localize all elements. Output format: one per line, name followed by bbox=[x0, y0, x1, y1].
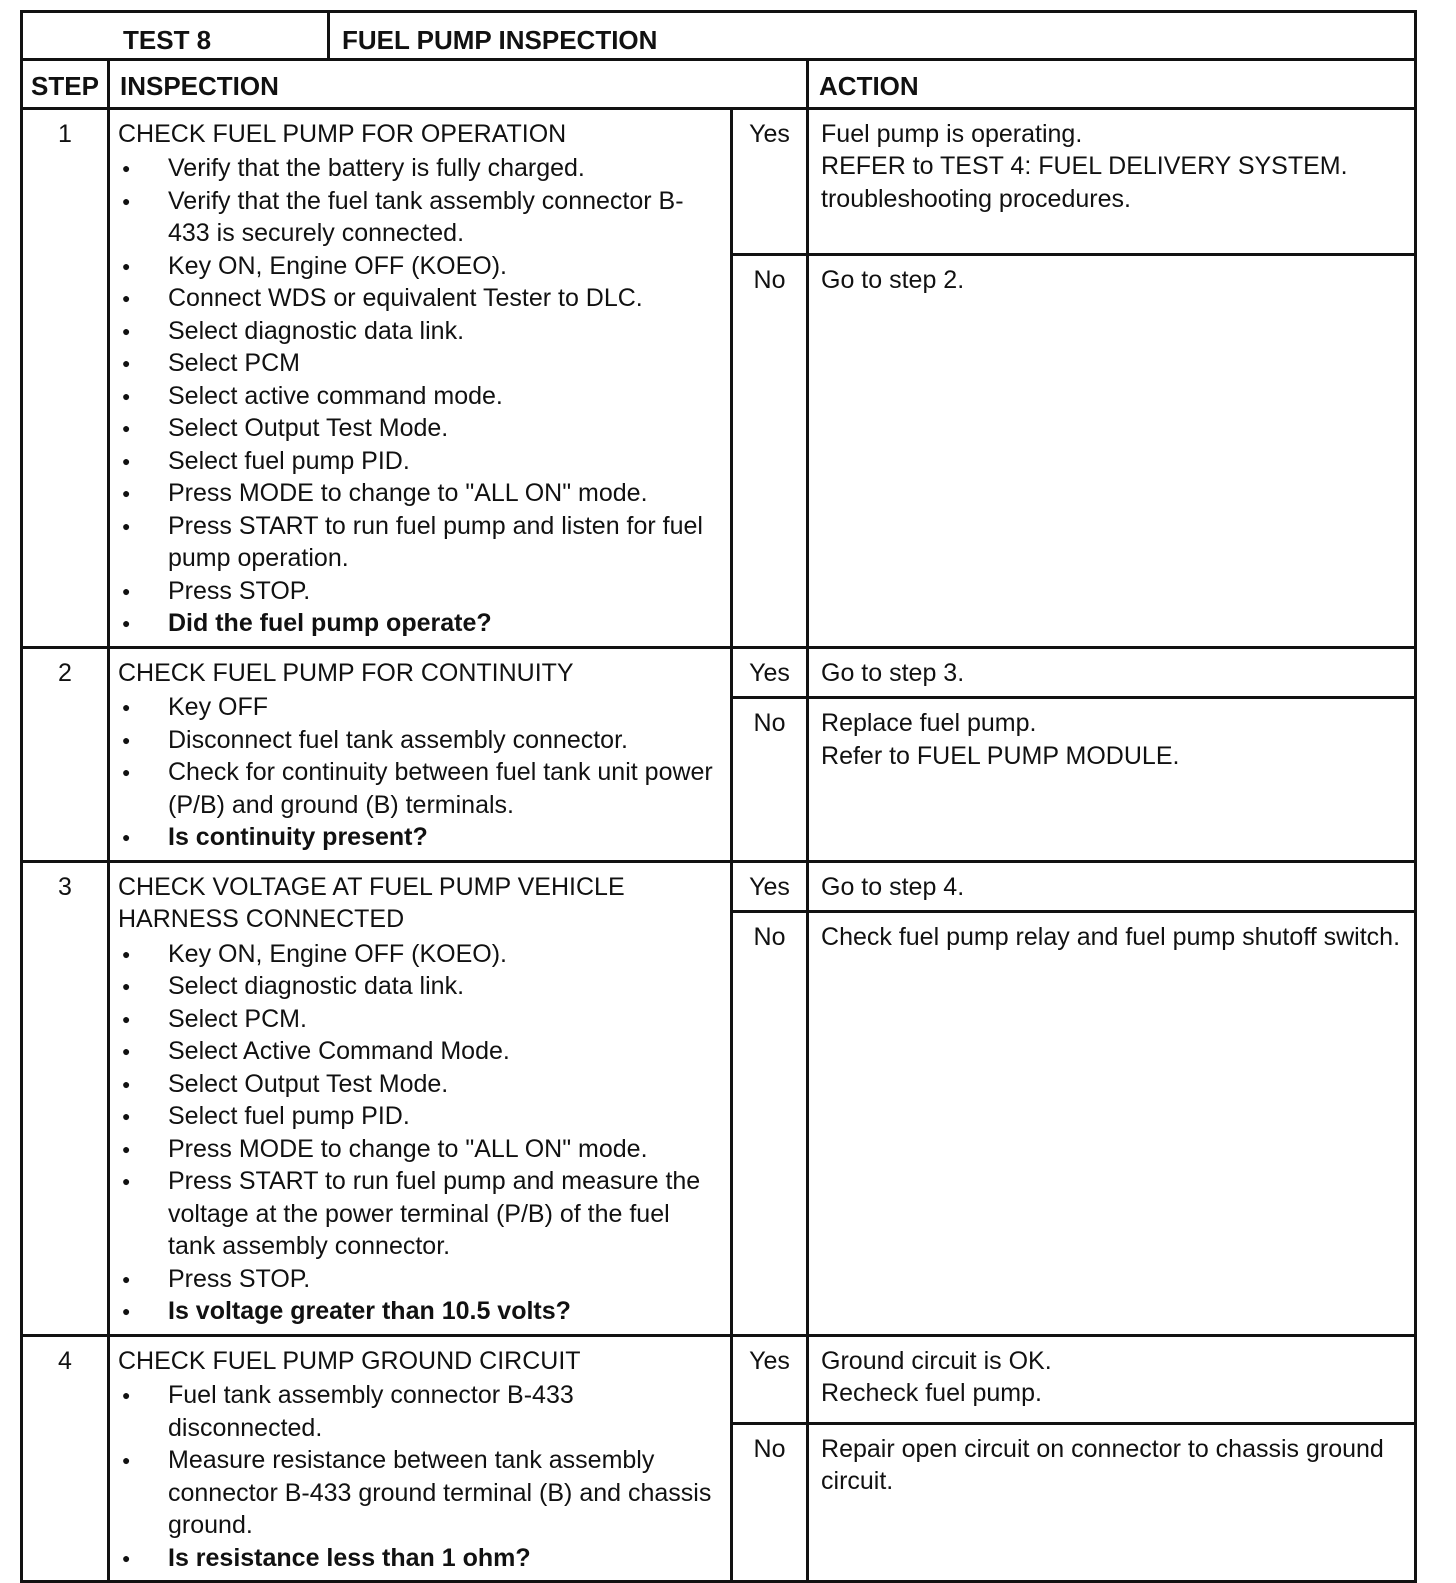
action-line: REFER to TEST 4: FUEL DELIVERY SYSTEM. bbox=[821, 152, 1348, 181]
title-row bbox=[22, 12, 1416, 60]
bullet-icon: ● bbox=[122, 1303, 131, 1320]
inspection-question bbox=[118, 821, 722, 854]
inspection-item bbox=[118, 1444, 722, 1542]
page-title: FUEL PUMP INSPECTION bbox=[329, 12, 1416, 60]
bullet-icon: ● bbox=[122, 1173, 131, 1190]
step-number: 2 bbox=[22, 647, 109, 861]
bullet-icon: ● bbox=[122, 764, 131, 781]
inspection-item bbox=[118, 970, 722, 1003]
inspection-item bbox=[118, 380, 722, 413]
inspection-item-text: Press MODE to change to "ALL ON" mode. bbox=[168, 479, 648, 508]
inspection-item bbox=[118, 510, 722, 575]
inspection-item bbox=[118, 477, 722, 510]
inspection-item bbox=[118, 152, 722, 185]
inspection-item bbox=[118, 724, 722, 757]
bullet-icon: ● bbox=[122, 452, 131, 469]
inspection-item-text: Select PCM. bbox=[168, 1004, 307, 1033]
inspection-item-text: Connect WDS or equivalent Tester to DLC. bbox=[168, 284, 643, 313]
action-line: Replace fuel pump. bbox=[821, 709, 1037, 738]
inspection-item-text: Select Output Test Mode. bbox=[168, 414, 449, 443]
inspection-item-text: Select active command mode. bbox=[168, 381, 503, 410]
inspection-item-text: Select diagnostic data link. bbox=[168, 316, 465, 345]
no-action bbox=[808, 912, 1416, 1336]
step-number: 3 bbox=[22, 861, 109, 1335]
inspection-item bbox=[118, 282, 722, 315]
bullet-icon: ● bbox=[122, 160, 131, 177]
inspection-item-text: Fuel tank assembly connector B-433 disconnected. bbox=[168, 1381, 574, 1442]
inspection-item-text: Verify that the fuel tank assembly connector B-433 is securely connected. bbox=[168, 186, 684, 248]
bullet-icon: ● bbox=[122, 517, 131, 534]
inspection-item-text: Select PCM bbox=[168, 349, 300, 378]
inspection-item-text: Press STOP. bbox=[168, 1264, 311, 1293]
bullet-icon: ● bbox=[122, 945, 131, 962]
yes-action bbox=[808, 1335, 1416, 1423]
inspection-item-text: Select Output Test Mode. bbox=[168, 1069, 449, 1098]
inspection-title: CHECK FUEL PUMP GROUND CIRCUIT bbox=[118, 1346, 581, 1375]
bullet-icon: ● bbox=[122, 699, 131, 716]
yes-action bbox=[808, 647, 1416, 698]
no-action bbox=[808, 254, 1416, 647]
test-number: TEST 8 bbox=[22, 12, 329, 60]
inspection-item bbox=[118, 1379, 722, 1444]
bullet-icon: ● bbox=[122, 1549, 131, 1566]
inspection-item-text: Check for continuity between fuel tank unit power (P/B) and ground (B) terminals. bbox=[168, 758, 713, 819]
no-action bbox=[808, 1423, 1416, 1582]
bullet-icon: ● bbox=[122, 420, 131, 437]
inspection-item-text: Is resistance less than 1 ohm? bbox=[168, 1543, 531, 1572]
inspection-item bbox=[118, 445, 722, 478]
inspection-item-text: Select fuel pump PID. bbox=[168, 1102, 410, 1131]
inspection-item bbox=[118, 250, 722, 283]
action-line: Repair open circuit on connector to chassis ground circuit. bbox=[821, 1434, 1384, 1496]
inspection-item-text: Key OFF bbox=[168, 693, 269, 722]
action-line: Go to step 2. bbox=[821, 265, 965, 294]
no-action bbox=[808, 698, 1416, 861]
inspection-cell bbox=[109, 1335, 732, 1582]
inspection-item-text: Press STOP. bbox=[168, 576, 311, 605]
inspection-item bbox=[118, 347, 722, 380]
action-line: troubleshooting procedures. bbox=[821, 184, 1131, 213]
inspection-item bbox=[118, 691, 722, 724]
step-number: 1 bbox=[22, 108, 109, 647]
inspection-item-text: Press START to run fuel pump and listen for fuel pump operation. bbox=[168, 511, 703, 573]
inspection-item bbox=[118, 1100, 722, 1133]
bullet-icon: ● bbox=[122, 1043, 131, 1060]
inspection-item-text: Key ON, Engine OFF (KOEO). bbox=[168, 939, 507, 968]
inspection-title: CHECK VOLTAGE AT FUEL PUMP VEHICLE HARNESS CONNECTED bbox=[118, 872, 625, 934]
fuel-pump-inspection-table bbox=[20, 10, 1417, 1583]
bullet-icon: ● bbox=[122, 485, 131, 502]
inspection-cell bbox=[109, 108, 732, 647]
action-line: Check fuel pump relay and fuel pump shutoff switch. bbox=[821, 923, 1401, 952]
yes-label: Yes bbox=[732, 861, 808, 911]
inspection-item-text: Key ON, Engine OFF (KOEO). bbox=[168, 251, 507, 280]
inspection-item bbox=[118, 756, 722, 821]
inspection-question bbox=[118, 1295, 722, 1328]
yes-label: Yes bbox=[732, 647, 808, 698]
bullet-icon: ● bbox=[122, 829, 131, 846]
bullet-icon: ● bbox=[122, 290, 131, 307]
inspection-cell bbox=[109, 861, 732, 1335]
yes-action bbox=[808, 108, 1416, 254]
column-header-row bbox=[22, 60, 1416, 108]
step-row-2 bbox=[22, 647, 1416, 698]
action-line: Refer to FUEL PUMP MODULE. bbox=[821, 741, 1180, 770]
inspection-list bbox=[118, 691, 722, 854]
inspection-question bbox=[118, 607, 722, 640]
inspection-title: CHECK FUEL PUMP FOR CONTINUITY bbox=[118, 658, 574, 687]
inspection-item bbox=[118, 1068, 722, 1101]
inspection-cell bbox=[109, 647, 732, 861]
bullet-icon: ● bbox=[122, 1387, 131, 1404]
yes-label: Yes bbox=[732, 1335, 808, 1423]
bullet-icon: ● bbox=[122, 1010, 131, 1027]
inspection-item bbox=[118, 575, 722, 608]
inspection-item-text: Measure resistance between tank assembly connector B-433 ground terminal (B) and chassis ground. bbox=[168, 1446, 712, 1540]
action-line: Fuel pump is operating. bbox=[821, 119, 1083, 148]
action-line: Ground circuit is OK. bbox=[821, 1346, 1052, 1375]
bullet-icon: ● bbox=[122, 355, 131, 372]
inspection-item-text: Verify that the battery is fully charged. bbox=[168, 154, 585, 183]
inspection-title: CHECK FUEL PUMP FOR OPERATION bbox=[118, 119, 567, 148]
bullet-icon: ● bbox=[122, 615, 131, 632]
bullet-icon: ● bbox=[122, 1452, 131, 1469]
bullet-icon: ● bbox=[122, 1075, 131, 1092]
action-line: Recheck fuel pump. bbox=[821, 1379, 1042, 1408]
no-label: No bbox=[732, 254, 808, 647]
inspection-item bbox=[118, 1165, 722, 1263]
inspection-item bbox=[118, 1035, 722, 1068]
bullet-icon: ● bbox=[122, 582, 131, 599]
bullet-icon: ● bbox=[122, 192, 131, 209]
step-column-header: STEP bbox=[22, 60, 109, 108]
inspection-item-text: Press MODE to change to "ALL ON" mode. bbox=[168, 1134, 648, 1163]
inspection-item-text: Is voltage greater than 10.5 volts? bbox=[168, 1297, 571, 1326]
bullet-icon: ● bbox=[122, 322, 131, 339]
inspection-item-text: Select Active Command Mode. bbox=[168, 1037, 510, 1066]
inspection-item bbox=[118, 938, 722, 971]
inspection-item-text: Disconnect fuel tank assembly connector. bbox=[168, 725, 628, 754]
step-row-3 bbox=[22, 861, 1416, 911]
inspection-item-text: Select diagnostic data link. bbox=[168, 972, 465, 1001]
action-line: Go to step 4. bbox=[821, 872, 965, 901]
bullet-icon: ● bbox=[122, 1140, 131, 1157]
inspection-list bbox=[118, 1379, 722, 1574]
step-number: 4 bbox=[22, 1335, 109, 1582]
inspection-item bbox=[118, 1003, 722, 1036]
inspection-item bbox=[118, 315, 722, 348]
inspection-item bbox=[118, 412, 722, 445]
bullet-icon: ● bbox=[122, 387, 131, 404]
step-row-1 bbox=[22, 108, 1416, 254]
inspection-list bbox=[118, 938, 722, 1328]
inspection-item bbox=[118, 185, 722, 250]
steps-body bbox=[22, 108, 1416, 1582]
action-column-header: ACTION bbox=[808, 60, 1416, 108]
bullet-icon: ● bbox=[122, 1270, 131, 1287]
inspection-item-text: Is continuity present? bbox=[168, 823, 428, 852]
step-row-4 bbox=[22, 1335, 1416, 1423]
action-line: Go to step 3. bbox=[821, 658, 965, 687]
inspection-item bbox=[118, 1133, 722, 1166]
inspection-item-text: Select fuel pump PID. bbox=[168, 446, 410, 475]
inspection-column-header: INSPECTION bbox=[109, 60, 808, 108]
bullet-icon: ● bbox=[122, 257, 131, 274]
bullet-icon: ● bbox=[122, 1108, 131, 1125]
no-label: No bbox=[732, 698, 808, 861]
no-label: No bbox=[732, 1423, 808, 1582]
no-label: No bbox=[732, 912, 808, 1336]
inspection-item bbox=[118, 1263, 722, 1296]
yes-label: Yes bbox=[732, 108, 808, 254]
yes-action bbox=[808, 861, 1416, 911]
bullet-icon: ● bbox=[122, 978, 131, 995]
inspection-item-text: Press START to run fuel pump and measure the voltage at the power terminal (P/B) of the fuel tank assembly connector. bbox=[168, 1167, 701, 1261]
bullet-icon: ● bbox=[122, 731, 131, 748]
inspection-list bbox=[118, 152, 722, 640]
inspection-item-text: Did the fuel pump operate? bbox=[168, 609, 492, 638]
